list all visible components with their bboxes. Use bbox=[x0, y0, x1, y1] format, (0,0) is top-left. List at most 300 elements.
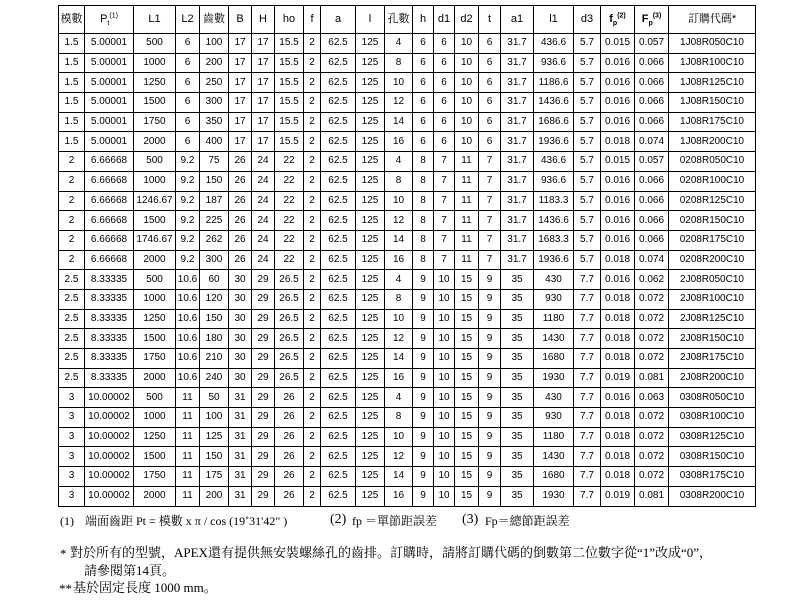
table-cell: 62.5 bbox=[321, 270, 356, 290]
table-cell: 2 bbox=[304, 427, 321, 447]
table-cell: 2.5 bbox=[59, 329, 85, 349]
table-cell: 7 bbox=[434, 191, 455, 211]
header-total-pitch-error-symbol: F bbox=[641, 13, 649, 25]
table-cell: 0.072 bbox=[635, 408, 669, 428]
table-cell: 17 bbox=[252, 53, 275, 73]
table-cell: 11 bbox=[176, 486, 200, 506]
header-ho: ho bbox=[275, 6, 304, 34]
table-cell: 22 bbox=[275, 191, 304, 211]
table-cell: 8.33335 bbox=[85, 270, 134, 290]
table-cell: 62.5 bbox=[321, 368, 356, 388]
table-cell: 1183.3 bbox=[534, 191, 574, 211]
table-cell: 300 bbox=[200, 250, 229, 270]
table-cell: 9 bbox=[479, 408, 501, 428]
table-cell: 10.00002 bbox=[85, 427, 134, 447]
table-cell: 10 bbox=[385, 309, 413, 329]
table-cell: 26 bbox=[229, 171, 252, 191]
table-cell: 75 bbox=[200, 152, 229, 172]
table-cell: 180 bbox=[200, 329, 229, 349]
table-cell: 125 bbox=[356, 250, 385, 270]
table-cell: 7.7 bbox=[574, 309, 601, 329]
table-cell: 9 bbox=[479, 289, 501, 309]
table-cell: 10.6 bbox=[176, 329, 200, 349]
table-cell: 62.5 bbox=[321, 289, 356, 309]
table-cell: 5.7 bbox=[574, 73, 601, 93]
table-cell: 15 bbox=[455, 329, 479, 349]
table-cell: 2 bbox=[59, 171, 85, 191]
table-cell: 10.6 bbox=[176, 368, 200, 388]
table-cell: 31.7 bbox=[501, 211, 534, 231]
table-cell: 0.057 bbox=[635, 152, 669, 172]
table-cell: 31.7 bbox=[501, 250, 534, 270]
footnote-2-marker: (2) bbox=[330, 512, 347, 527]
table-cell: 2.5 bbox=[59, 289, 85, 309]
table-cell: 430 bbox=[534, 270, 574, 290]
table-cell: 1500 bbox=[134, 447, 176, 467]
table-cell: 0.019 bbox=[601, 486, 635, 506]
table-cell: 17 bbox=[252, 93, 275, 113]
table-cell: 35 bbox=[501, 486, 534, 506]
table-cell: 150 bbox=[200, 447, 229, 467]
table-cell: 10 bbox=[434, 368, 455, 388]
table-cell: 62.5 bbox=[321, 309, 356, 329]
table-row bbox=[59, 408, 756, 428]
table-cell: 10 bbox=[434, 467, 455, 487]
table-cell: 8 bbox=[385, 171, 413, 191]
table-cell: 30 bbox=[229, 309, 252, 329]
spec-table bbox=[58, 5, 756, 507]
table-cell: 15.5 bbox=[275, 73, 304, 93]
table-cell: 0.016 bbox=[601, 93, 635, 113]
table-cell: 8 bbox=[413, 152, 434, 172]
table-cell: 125 bbox=[356, 93, 385, 113]
table-cell: 125 bbox=[356, 112, 385, 132]
table-cell: 10 bbox=[455, 73, 479, 93]
table-cell: 0.066 bbox=[635, 93, 669, 113]
table-cell: 2.5 bbox=[59, 309, 85, 329]
table-cell: 62.5 bbox=[321, 73, 356, 93]
table-cell: 8 bbox=[413, 191, 434, 211]
table-cell: 60 bbox=[200, 270, 229, 290]
table-cell: 0208R150C10 bbox=[669, 211, 756, 231]
table-cell: 17 bbox=[229, 34, 252, 54]
table-cell: 30 bbox=[229, 270, 252, 290]
table-cell: 17 bbox=[252, 132, 275, 152]
table-cell: 100 bbox=[200, 34, 229, 54]
table-cell: 7 bbox=[479, 230, 501, 250]
table-cell: 1.5 bbox=[59, 34, 85, 54]
table-cell: 7.7 bbox=[574, 329, 601, 349]
table-cell: 0.018 bbox=[601, 132, 635, 152]
table-cell: 5.7 bbox=[574, 230, 601, 250]
table-cell: 62.5 bbox=[321, 34, 356, 54]
table-cell: 2 bbox=[304, 329, 321, 349]
header-a: a bbox=[321, 6, 356, 34]
table-cell: 15 bbox=[455, 289, 479, 309]
header-f: f bbox=[304, 6, 321, 34]
table-cell: 0.066 bbox=[635, 171, 669, 191]
table-cell: 0.072 bbox=[635, 427, 669, 447]
table-cell: 26 bbox=[275, 447, 304, 467]
table-cell: 15 bbox=[455, 408, 479, 428]
table-cell: 62.5 bbox=[321, 250, 356, 270]
table-cell: 35 bbox=[501, 408, 534, 428]
table-cell: 0.018 bbox=[601, 349, 635, 369]
table-cell: 15.5 bbox=[275, 53, 304, 73]
table-cell: 15 bbox=[455, 309, 479, 329]
header-total-pitch-error-subscript: p bbox=[648, 20, 653, 28]
table-cell: 1000 bbox=[134, 289, 176, 309]
table-cell: 9.2 bbox=[176, 230, 200, 250]
table-cell: 31.7 bbox=[501, 171, 534, 191]
table-cell: 8 bbox=[413, 171, 434, 191]
table-cell: 9.2 bbox=[176, 152, 200, 172]
table-cell: 1.5 bbox=[59, 53, 85, 73]
double-asterisk-note-text: 基於固定長度 1000 mm。 bbox=[73, 580, 217, 595]
table-cell: 17 bbox=[252, 112, 275, 132]
table-cell: 125 bbox=[356, 486, 385, 506]
table-cell: 62.5 bbox=[321, 93, 356, 113]
table-cell: 0.018 bbox=[601, 329, 635, 349]
table-cell: 14 bbox=[385, 467, 413, 487]
table-cell: 8 bbox=[413, 250, 434, 270]
table-cell: 1J08R150C10 bbox=[669, 93, 756, 113]
table-cell: 17 bbox=[229, 132, 252, 152]
table-cell: 1.5 bbox=[59, 73, 85, 93]
table-cell: 17 bbox=[229, 112, 252, 132]
table-row bbox=[59, 132, 756, 152]
table-cell: 0308R050C10 bbox=[669, 388, 756, 408]
table-cell: 10 bbox=[455, 53, 479, 73]
table-cell: 4 bbox=[385, 270, 413, 290]
table-cell: 1000 bbox=[134, 408, 176, 428]
table-cell: 35 bbox=[501, 289, 534, 309]
table-cell: 17 bbox=[229, 93, 252, 113]
table-cell: 1436.6 bbox=[534, 93, 574, 113]
table-cell: 2 bbox=[304, 191, 321, 211]
table-cell: 9.2 bbox=[176, 211, 200, 231]
table-cell: 2 bbox=[304, 486, 321, 506]
table-cell: 1750 bbox=[134, 112, 176, 132]
table-cell: 10 bbox=[434, 486, 455, 506]
table-cell: 1250 bbox=[134, 427, 176, 447]
table-cell: 4 bbox=[385, 388, 413, 408]
table-cell: 62.5 bbox=[321, 112, 356, 132]
table-cell: 7 bbox=[479, 191, 501, 211]
table-cell: 0.074 bbox=[635, 250, 669, 270]
table-cell: 5.7 bbox=[574, 112, 601, 132]
table-cell: 1246.67 bbox=[134, 191, 176, 211]
table-cell: 1J08R050C10 bbox=[669, 34, 756, 54]
table-cell: 3 bbox=[59, 467, 85, 487]
table-cell: 2J08R200C10 bbox=[669, 368, 756, 388]
table-row bbox=[59, 349, 756, 369]
table-cell: 3 bbox=[59, 427, 85, 447]
table-cell: 1500 bbox=[134, 93, 176, 113]
table-cell: 0.016 bbox=[601, 53, 635, 73]
table-cell: 11 bbox=[176, 467, 200, 487]
table-cell: 1686.6 bbox=[534, 112, 574, 132]
table-cell: 7.7 bbox=[574, 368, 601, 388]
table-cell: 2 bbox=[304, 230, 321, 250]
table-cell: 6 bbox=[176, 112, 200, 132]
table-cell: 7.7 bbox=[574, 447, 601, 467]
table-cell: 10 bbox=[385, 427, 413, 447]
header-big-l2: L2 bbox=[176, 6, 200, 34]
table-cell: 0308R100C10 bbox=[669, 408, 756, 428]
table-cell: 11 bbox=[176, 388, 200, 408]
table-cell: 10.6 bbox=[176, 349, 200, 369]
table-cell: 2 bbox=[304, 211, 321, 231]
table-cell: 9 bbox=[479, 388, 501, 408]
table-cell: 0.072 bbox=[635, 309, 669, 329]
table-cell: 50 bbox=[200, 388, 229, 408]
table-cell: 10 bbox=[455, 132, 479, 152]
table-cell: 29 bbox=[252, 427, 275, 447]
table-cell: 29 bbox=[252, 408, 275, 428]
table-cell: 7 bbox=[479, 211, 501, 231]
table-cell: 0.018 bbox=[601, 427, 635, 447]
table-cell: 0.016 bbox=[601, 388, 635, 408]
table-cell: 24 bbox=[252, 211, 275, 231]
table-cell: 1250 bbox=[134, 309, 176, 329]
table-cell: 1680 bbox=[534, 467, 574, 487]
table-cell: 31.7 bbox=[501, 152, 534, 172]
table-cell: 5.00001 bbox=[85, 34, 134, 54]
table-cell: 10.6 bbox=[176, 270, 200, 290]
table-cell: 9 bbox=[479, 427, 501, 447]
table-cell: 0208R125C10 bbox=[669, 191, 756, 211]
table-cell: 29 bbox=[252, 467, 275, 487]
table-cell: 1436.6 bbox=[534, 211, 574, 231]
table-cell: 11 bbox=[455, 171, 479, 191]
table-cell: 125 bbox=[356, 447, 385, 467]
table-cell: 125 bbox=[356, 309, 385, 329]
table-cell: 2000 bbox=[134, 368, 176, 388]
table-cell: 2 bbox=[304, 270, 321, 290]
table-cell: 200 bbox=[200, 53, 229, 73]
table-cell: 125 bbox=[356, 171, 385, 191]
table-cell: 6 bbox=[479, 132, 501, 152]
footnote-1-text: 端面齒距 Pt = 模數 x π / cos (19˚31'42" ) bbox=[85, 514, 288, 528]
table-cell: 5.00001 bbox=[85, 93, 134, 113]
table-cell: 10 bbox=[434, 447, 455, 467]
table-cell: 11 bbox=[176, 447, 200, 467]
table-cell: 0208R050C10 bbox=[669, 152, 756, 172]
double-asterisk-note-marker: ** bbox=[59, 581, 72, 596]
table-cell: 10.00002 bbox=[85, 467, 134, 487]
table-cell: 5.7 bbox=[574, 93, 601, 113]
table-cell: 9 bbox=[413, 486, 434, 506]
table-cell: 4 bbox=[385, 34, 413, 54]
table-cell: 0.066 bbox=[635, 53, 669, 73]
table-cell: 2.5 bbox=[59, 349, 85, 369]
table-cell: 1J08R175C10 bbox=[669, 112, 756, 132]
table-cell: 6 bbox=[176, 53, 200, 73]
table-cell: 6.66668 bbox=[85, 152, 134, 172]
table-cell: 0.015 bbox=[601, 34, 635, 54]
table-cell: 2 bbox=[304, 152, 321, 172]
table-cell: 30 bbox=[229, 368, 252, 388]
table-cell: 7 bbox=[434, 211, 455, 231]
table-cell: 30 bbox=[229, 329, 252, 349]
table-cell: 1180 bbox=[534, 427, 574, 447]
header-single-pitch-error-note: (2) bbox=[617, 12, 626, 20]
table-cell: 10 bbox=[455, 34, 479, 54]
table-cell: 0208R200C10 bbox=[669, 250, 756, 270]
table-cell: 31.7 bbox=[501, 73, 534, 93]
table-cell: 35 bbox=[501, 368, 534, 388]
table-cell: 0.081 bbox=[635, 486, 669, 506]
footnote-3-text: Fp＝總節距誤差 bbox=[485, 514, 570, 528]
table-cell: 5.7 bbox=[574, 171, 601, 191]
table-cell: 0.018 bbox=[601, 309, 635, 329]
table-cell: 0.072 bbox=[635, 289, 669, 309]
table-cell: 1J08R200C10 bbox=[669, 132, 756, 152]
table-cell: 930 bbox=[534, 408, 574, 428]
table-cell: 6 bbox=[434, 93, 455, 113]
table-cell: 3 bbox=[59, 486, 85, 506]
table-cell: 2 bbox=[59, 250, 85, 270]
table-cell: 6.66668 bbox=[85, 230, 134, 250]
table-cell: 26.5 bbox=[275, 289, 304, 309]
table-cell: 24 bbox=[252, 191, 275, 211]
table-cell: 16 bbox=[385, 368, 413, 388]
table-cell: 1930 bbox=[534, 486, 574, 506]
table-cell: 6 bbox=[413, 53, 434, 73]
header-d3: d3 bbox=[574, 6, 601, 34]
table-cell: 22 bbox=[275, 171, 304, 191]
table-cell: 31.7 bbox=[501, 230, 534, 250]
table-row bbox=[59, 112, 756, 132]
table-cell: 225 bbox=[200, 211, 229, 231]
table-row bbox=[59, 309, 756, 329]
table-cell: 24 bbox=[252, 152, 275, 172]
table-cell: 10 bbox=[434, 349, 455, 369]
table-cell: 8.33335 bbox=[85, 349, 134, 369]
table-cell: 14 bbox=[385, 112, 413, 132]
table-cell: 11 bbox=[455, 250, 479, 270]
table-cell: 0.062 bbox=[635, 270, 669, 290]
table-cell: 6 bbox=[479, 93, 501, 113]
table-cell: 14 bbox=[385, 349, 413, 369]
table-cell: 125 bbox=[356, 349, 385, 369]
table-cell: 31 bbox=[229, 447, 252, 467]
table-cell: 1936.6 bbox=[534, 250, 574, 270]
table-cell: 31 bbox=[229, 408, 252, 428]
table-cell: 3 bbox=[59, 408, 85, 428]
table-cell: 62.5 bbox=[321, 486, 356, 506]
table-cell: 10 bbox=[434, 309, 455, 329]
table-cell: 9.2 bbox=[176, 171, 200, 191]
table-cell: 7.7 bbox=[574, 289, 601, 309]
table-cell: 22 bbox=[275, 211, 304, 231]
footnote-3-marker: (3) bbox=[462, 512, 479, 527]
table-cell: 0308R150C10 bbox=[669, 447, 756, 467]
table-cell: 9 bbox=[413, 329, 434, 349]
table-cell: 31.7 bbox=[501, 93, 534, 113]
header-t: t bbox=[479, 6, 501, 34]
table-cell: 2J08R175C10 bbox=[669, 349, 756, 369]
table-cell: 100 bbox=[200, 408, 229, 428]
table-cell: 350 bbox=[200, 112, 229, 132]
table-cell: 125 bbox=[356, 73, 385, 93]
table-cell: 1000 bbox=[134, 53, 176, 73]
table-row bbox=[59, 368, 756, 388]
header-single-pitch-error-subscript: p bbox=[612, 20, 618, 28]
table-cell: 6 bbox=[479, 34, 501, 54]
table-cell: 125 bbox=[356, 34, 385, 54]
table-cell: 26.5 bbox=[275, 309, 304, 329]
table-cell: 6.66668 bbox=[85, 191, 134, 211]
table-cell: 0308R175C10 bbox=[669, 467, 756, 487]
table-cell: 31.7 bbox=[501, 34, 534, 54]
table-row bbox=[59, 191, 756, 211]
table-cell: 9.2 bbox=[176, 191, 200, 211]
table-cell: 10.00002 bbox=[85, 486, 134, 506]
table-cell: 15 bbox=[455, 349, 479, 369]
table-cell: 6 bbox=[176, 132, 200, 152]
header-b: B bbox=[229, 6, 252, 34]
footnote-2-text: fp ＝單節距誤差 bbox=[352, 514, 437, 528]
table-cell: 2000 bbox=[134, 250, 176, 270]
table-cell: 1683.3 bbox=[534, 230, 574, 250]
table-cell: 175 bbox=[200, 467, 229, 487]
table-cell: 0.081 bbox=[635, 368, 669, 388]
table-row bbox=[59, 171, 756, 191]
table-cell: 9 bbox=[413, 467, 434, 487]
table-cell: 300 bbox=[200, 93, 229, 113]
table-cell: 9 bbox=[479, 349, 501, 369]
table-cell: 2.5 bbox=[59, 368, 85, 388]
table-cell: 10 bbox=[434, 329, 455, 349]
table-cell: 6 bbox=[434, 34, 455, 54]
table-cell: 1430 bbox=[534, 329, 574, 349]
table-cell: 5.7 bbox=[574, 191, 601, 211]
table-cell: 15 bbox=[455, 270, 479, 290]
table-cell: 0308R125C10 bbox=[669, 427, 756, 447]
table-cell: 2 bbox=[304, 34, 321, 54]
table-cell: 9 bbox=[479, 368, 501, 388]
table-cell: 31 bbox=[229, 467, 252, 487]
header-small-l: l bbox=[356, 6, 385, 34]
table-cell: 6 bbox=[479, 53, 501, 73]
table-cell: 0.074 bbox=[635, 132, 669, 152]
table-cell: 6.66668 bbox=[85, 171, 134, 191]
table-cell: 936.6 bbox=[534, 171, 574, 191]
table-cell: 1.5 bbox=[59, 93, 85, 113]
table-cell: 26 bbox=[229, 191, 252, 211]
table-cell: 9 bbox=[479, 447, 501, 467]
table-cell: 0.018 bbox=[601, 250, 635, 270]
spec-table-head bbox=[59, 6, 756, 34]
table-cell: 2000 bbox=[134, 132, 176, 152]
header-a1: a1 bbox=[501, 6, 534, 34]
table-cell: 31.7 bbox=[501, 112, 534, 132]
table-cell: 125 bbox=[356, 191, 385, 211]
header-small-l1: l1 bbox=[534, 6, 574, 34]
table-cell: 250 bbox=[200, 73, 229, 93]
spec-table-body bbox=[59, 34, 756, 507]
table-cell: 8.33335 bbox=[85, 368, 134, 388]
table-cell: 31.7 bbox=[501, 191, 534, 211]
table-row bbox=[59, 152, 756, 172]
header-transverse-pitch-symbol: P bbox=[100, 13, 108, 25]
table-cell: 0.072 bbox=[635, 447, 669, 467]
table-cell: 125 bbox=[200, 427, 229, 447]
table-cell: 17 bbox=[229, 53, 252, 73]
table-cell: 35 bbox=[501, 329, 534, 349]
